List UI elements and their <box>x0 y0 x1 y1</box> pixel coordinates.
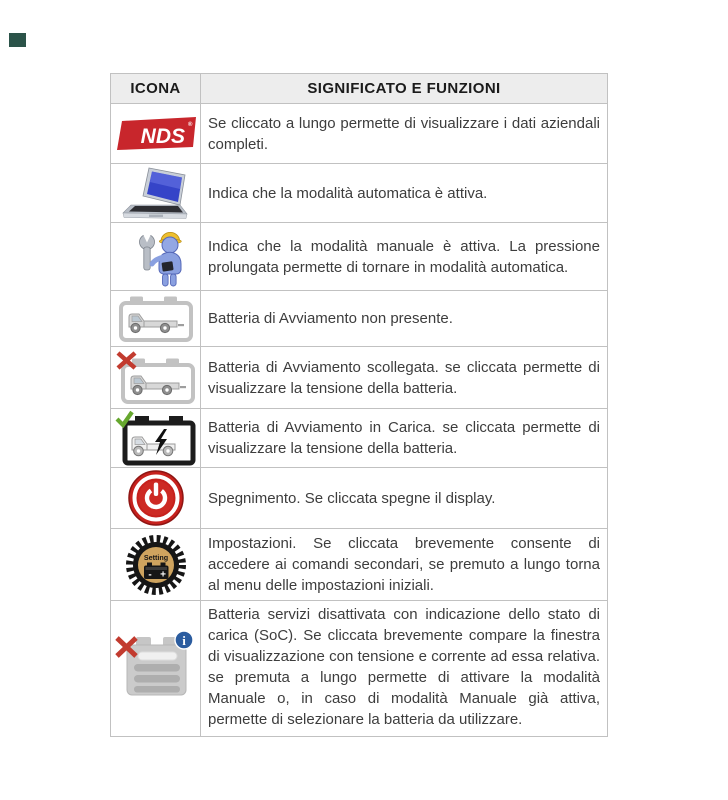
page-corner-marker <box>9 33 26 47</box>
meaning-text: Spegnimento. Se cliccata spegne il display. <box>201 468 608 529</box>
column-header-icon: ICONA <box>111 74 201 104</box>
table-row <box>111 164 608 223</box>
meaning-text: Indica che la modalità automatica è attiva. <box>201 164 608 223</box>
meaning-text: Batteria servizi disattivata con indicazione dello stato di carica (SoC). Se cliccata brevemente compare la finestra di visualizzazione con tensione e corrente ad essa relativa. se premuta a lungo permette di attivare la modalità Manuale o, in caso di modalità Manuale già attiva, permette di selezionare la batteria da utilizzare. <box>201 601 608 737</box>
icon-cell <box>111 529 201 601</box>
table-row <box>111 104 608 164</box>
icon-cell <box>111 291 201 347</box>
meaning-text: Batteria di Avviamento in Carica. se cliccata permette di visualizzare la tensione della batteria. <box>201 409 608 468</box>
meaning-text: Se cliccato a lungo permette di visualizzare i dati aziendali completi. <box>201 104 608 164</box>
icon-meaning-table <box>110 73 608 737</box>
laptop-icon <box>121 166 191 220</box>
nds-logo-icon <box>115 114 197 154</box>
table-row <box>111 347 608 409</box>
table-header-row <box>111 74 608 104</box>
table-row <box>111 409 608 468</box>
settings-gear-icon <box>124 533 188 597</box>
meaning-text: Impostazioni. Se cliccata brevemente consente di accedere ai comandi secondari, se premuto a lungo torna al menu delle impostazioni iniziali. <box>201 529 608 601</box>
worker-wrench-icon <box>127 226 185 288</box>
icon-cell <box>111 223 201 291</box>
icon-cell <box>111 601 201 737</box>
service-battery-info-icon <box>113 617 199 705</box>
info-icon <box>175 631 193 649</box>
starter-battery-charging-icon <box>115 410 197 466</box>
battery-minus-sign: - <box>147 569 152 580</box>
icon-cell <box>111 164 201 223</box>
table-row <box>111 291 608 347</box>
power-button-icon <box>127 469 185 527</box>
table-row <box>111 223 608 291</box>
icon-cell <box>111 104 201 164</box>
icon-cell <box>111 468 201 529</box>
starter-battery-truck-icon <box>118 295 194 343</box>
icon-cell <box>111 409 201 468</box>
column-header-meaning: SIGNIFICATO E FUNZIONI <box>201 74 608 104</box>
table-row <box>111 601 608 737</box>
table-row <box>111 529 608 601</box>
table-row <box>111 468 608 529</box>
meaning-text: Indica che la modalità manuale è attiva. La pressione prolungata permette di tornare in modalità automatica. <box>201 223 608 291</box>
setting-label: Setting <box>143 552 168 562</box>
meaning-text: Batteria di Avviamento non presente. <box>201 291 608 347</box>
nds-registered-mark: ® <box>187 121 192 128</box>
battery-plus-sign: + <box>159 569 166 580</box>
svg-text:NDS: NDS <box>140 124 185 148</box>
starter-battery-disconnected-icon <box>116 351 196 405</box>
meaning-text: Batteria di Avviamento scollegata. se cliccata permette di visualizzare la tensione della batteria. <box>201 347 608 409</box>
svg-text:i: i <box>181 633 186 648</box>
icon-cell <box>111 347 201 409</box>
